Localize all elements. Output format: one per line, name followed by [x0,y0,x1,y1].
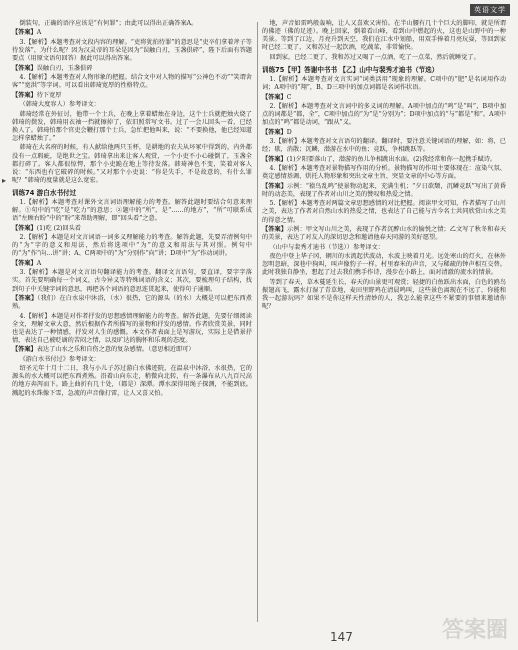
margin-mark: ▸ [2,176,7,185]
answer-line [12,29,252,37]
answer-line [262,226,506,242]
answer-text: 待下宽厚 [36,91,62,99]
answer-tag: 【答案】 [12,91,37,99]
paragraph: 2.【解析】本题考查对文言词中的多义词的理解。A项中加点的“鸣”是“叫”，B项中加点的词都是“都，全”，C项中加点的“为”是“分别为”；D项中加点的“与”都是“和”。A项中加点的“鸣”都是动词，“跟从”义。 [262,103,506,127]
paragraph: 倒装句，正确的语序应该是“有何罪”；由此可以得出正确答案A。 [19,20,198,27]
answer-text: (1)吃 (2)回头看 [36,224,81,232]
answer-tag: 【答案】 [12,64,37,72]
answer-tag: 【答案】 [262,226,288,234]
corner-tab: 英语文学 [470,4,510,16]
answer-line [12,65,252,73]
paragraph: 2.【解析】本题是对文言词语一词多义理解能力的考查。解答此题，先要弄清例句中的“为”字的意义和用法，然后将选项中“为”的意义和用法与其对照。例句中的“为”作“向…讲”讲；A、C两项中的“为”分别作“向”讲；D项中“为”作动词讲。 [12,234,252,258]
answer-text: A [36,29,42,37]
paragraph: 回到家，已经二更了，我和苏过又喝了一点酒，吃了一点菜，然后就睡觉了。 [269,53,480,61]
answer-text: A [36,259,42,267]
answer-line [262,94,506,102]
answer-tag: 【答案】 [12,224,37,232]
answer-tag: 【答案】 [262,155,287,163]
answer-text: C [286,93,292,101]
paragraph: 3.【解析】本题考查对文段内容的理解。“吏将犹拍待罪”的意思是“吏卒们拿着斧子等待发落”，为什么呢？因为汉灵帝的耳朵是因为“误触白刃，玉盏俱碎”，陛下后面有答题要点（用原文语句回答）据此可以得出答案。 [12,38,252,63]
page-number: 147 [330,630,353,644]
left-column [12,20,252,399]
section-heading: 训练74 游白水书付过 [12,188,77,197]
paragraph: 绍圣元年十月十二日，我与小儿子苏过游白水佛迹院，在温泉中沐浴，水很热，它的源头的水大概可以把东西煮熟。沿着山向东走，稍微向北转，有一条瀑布从八九百尺高的地方奔泻而下。路上曲折有几十处，（都是）深潭。潭水深得用绳子探测，不能到底。溅起的水珠像下雪，急流的声音像打雷，让人又喜又怕。 [12,365,252,397]
answer-text: D [286,128,292,136]
paragraph: 1.【解析】本题考查对文言实词“词类活用”现象的理解。C项中的“肥”是名词用作动词；A项中的“翔”，B、D三项中的加点词都是名词作状语。 [262,75,506,92]
answer-text: 误触白刃，玉盏俱碎 [36,64,93,72]
answer-tag: 【答案】 [262,128,287,136]
paragraph: 《游白水书付过》参考译文： [19,355,100,363]
answer-text: 示例：“猿鸟乱鸣”使景物动起来，充满生机；“夕日欲颓，沉鳞竞跃”写出了黄昏时的动态美，表现了作者对山川之美的赞叹和热爱之情。 [262,182,506,198]
paragraph: 韩琦经常在外征讨，他带一个士兵，在晚上拿着蜡烛在身边，这个士兵就把烛火烧了韩琦的鬓发，韩琦用衣袖一挡就擦掉了，依旧照常写文书。过了一会儿回头一看，已经换人了。韩琦怕那个官吏会鞭打那个士兵，急忙把他叫来，说：“不要换他，他已经知道怎样拿蜡烛了。” [12,110,252,142]
answer-tag: 【答案】 [12,346,37,354]
answer-text: （我们）在白水泉中沐浴，（水）很热，它的源头（的水）大概是可以把东西煮熟。 [12,294,252,311]
answer-line [12,295,252,311]
paragraph: 3.【解析】本题考查对文言语句的翻译。翻译时，要注意关键词语的理解，如：将，已经；歇，消散；沉鳞，潜游在水中的鱼；竞跃，争相跳跃等。 [262,138,506,154]
paragraph: 韩琦在大名府的时候，有人献给他两只玉杯，是耕地的农夫从坏冢中得到的，内外都没有一点瑕疵，是绝世之宝。韩琦拿出来让客人观赏，一个小吏不小心碰倒了，玉盏全都打碎了。客人都很惊愕，那个小吏跪在地上等待发落。韩琦神色不变，笑着对客人说：“东西也有它破碎的时候。”又对那个小吏说：“你是失手，不是故意的，有什么罪呢？”韩琦的度量就是这么宽宏。 [12,144,252,184]
answer-line [12,92,252,100]
answer-text: 表达了山水之乐和自伤之意的复杂感情。（意思相近即可） [36,346,195,354]
paragraph: 1.【解析】本题考查对课外文言词语理解能力的考查。解答此题时要结合句意来理解。①句中的“吃”是“吃力”的意思；②题中的“所”，是“……的地方”，“所”可联系成语“左顾右盼”中的“盼”来帮助理解，即“回头看”之意。 [12,199,252,223]
paragraph: 4.【解析】本题考查对景物描写作用的分析。景物描写的作用主要体现在：渲染气氛、奠定感情基调、烘托人物形象和突出文章主旨、突显文章的中心等方面。 [262,165,506,181]
answer-text: 示例：甲文写山川之美，表现了作者沉醉山水的愉悦之情；乙文写了秋冬和春天的美景，表达了对友人的深切思念和邀请他春天同游的美好愿望。 [262,226,507,242]
section-heading: 训练75【甲】答谢中书书 【乙】山中与裴秀才迪书（节选） [262,65,439,74]
paragraph: 3.【解析】本题是对文言语句翻译能力的考查。翻译文言语句，要直译，要字字落实。首先要明确每一个词义，古今异义等特殊词语的含义；其次，要梳理句子结构，找到句子中关键字词的意思，再把各个词语的意思连贯起来，使得句子通顺。 [12,269,252,293]
answer-line [262,183,506,199]
column-divider [257,22,258,622]
answer-tag: 【答案】 [262,182,287,190]
answer-text: (1)夕阳要落山了，潜游的鱼儿争相跳出水面。(2)我经常和你一起携手赋诗。 [286,155,497,163]
paragraph: （山中与裴秀才迪书（节选））参考译文： [269,243,384,251]
paragraph: 4.【解析】本题是对作者抒发的思想感情理解能力的考查。解答此题，先要仔细阅读全文，理解文章大意，然后根据作者所描写的景物和抒发的感情。作者欣赏美景，同时也是表达了一种情感，抒发对人生的感慨。本文作者表面上是写游玩，实际上是借景抒情，表达自己被贬谪的苦闷之情，以及旷达的胸怀和乐观的态度。 [12,312,252,344]
answer-line [12,225,252,233]
right-column [262,20,506,313]
answer-line [12,260,252,268]
answer-tag: 【答案】 [12,29,37,37]
paragraph: 5.【解析】本题考查对两篇文章思想感情的对比把握。阅读甲文可知，作者描写了山川之美，表达了作者对自然山水的热爱之情，也表达了自己能与古今名士共同欣赏山水之美的得意之情。 [262,200,506,224]
answer-line [262,129,506,137]
answer-tag: 【答案】 [262,93,287,101]
paragraph: 夜色中登上华子冈，辋川的水流起伏波动，水波上映着月光。远处寒山的灯火，在林外忽明忽暗，深巷中狗叫，叫声像豹子一样。村里舂米的声音，又与稀疏的钟声相互交替。此时我独自静坐，想起了过去我们携手作诗，漫步在小路上，面对清澈的流水的情景。 [262,253,506,277]
answer-tag: 【答案】 [12,294,38,302]
paragraph: （韩琦大度容人）参考译文： [19,101,100,109]
paragraph: 等到了春天，草木蔓延生长，春天的山景更可观赏；轻捷的白鱼跃出水面，白色的鸥鸟振翅高飞，露水打湿了青草地，麦田里野鸡在清晨鸣叫，这些景色离现在不远了，你能和我一起游玩吗？如果不是你这样天性清妙的人，我怎么能拿这些不紧要的事情来邀请你呢？ [262,278,506,311]
answer-tag: 【答案】 [12,259,37,267]
paragraph: 地，声音如雷鸣般轰响，让人又喜欢又害怕。在半山腰有几十个巨大的脚印，就是所谓的佛迹（佛的足迹）。晚上回家，倒着看山峰，看到山中燃起的火，这也是山野中的一种美景。等到了江边，月亮升到天空，我们在江水中划船，用双手捧着月亮玩耍，等回到家时已经二更了，又和苏过一起饮酒，吃蔬菜，非常愉快。 [262,20,506,52]
answer-line [262,156,506,164]
paragraph: 4.【解析】本题考查对人物形象的把握。结合文中对人物的描写“公神色不动”“笑谓舍客”“宽洪”等字词。可以看出韩琦宽厚的性格特点。 [12,74,252,90]
watermark-logo: 答案圈 [441,618,508,643]
answer-line [12,346,252,354]
